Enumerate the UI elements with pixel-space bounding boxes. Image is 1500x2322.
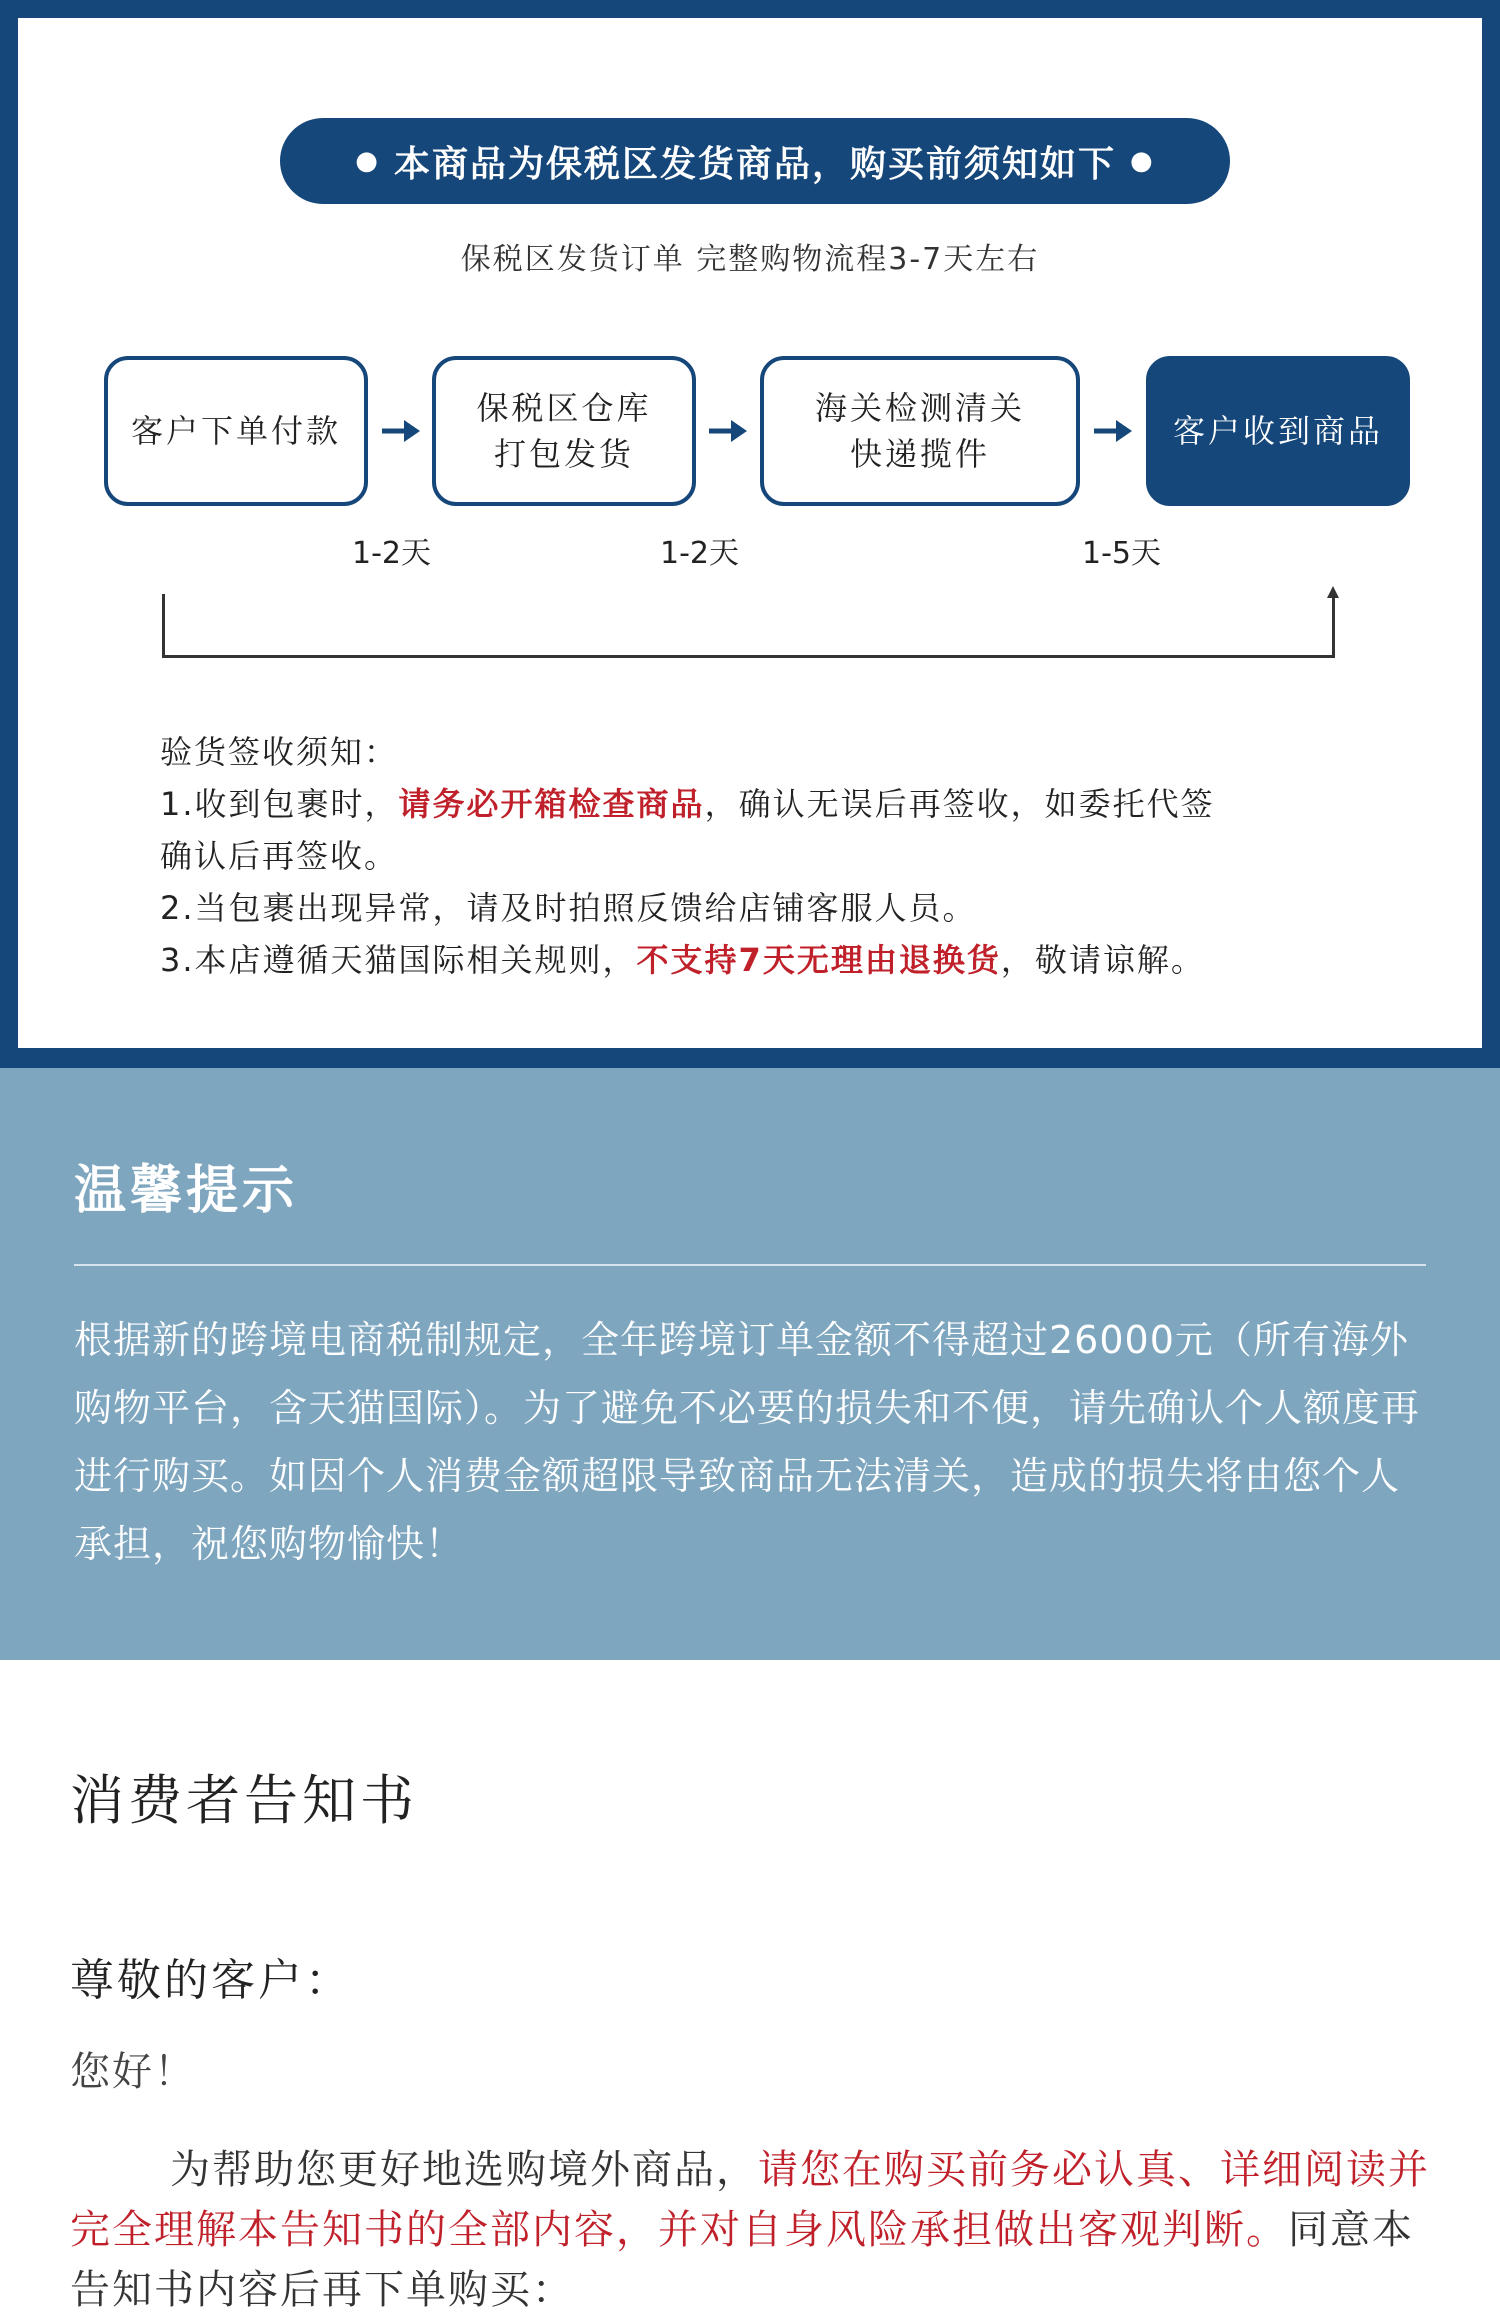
flow-step-label: 打包发货: [493, 435, 634, 473]
arrow-right-icon: [380, 414, 422, 448]
flow-step-label: 快递揽件: [849, 435, 990, 473]
flow-step-warehouse-packing: [432, 356, 696, 506]
warm-tips-section: [0, 1068, 1500, 1660]
inspection-item-2: 2.当包裹出现异常，请及时拍照反馈给店铺客服人员。: [160, 889, 977, 927]
tips-body: 根据新的跨境电商税制规定，全年跨境订单金额不得超过26000元（所有海外购物平台，含天猫国际）。为了避免不必要的损失和不便，请先确认个人额度再进行购买。如因个人消费金额超限导致商品无法清关，造成的损失将由您个人承担，祝您购物愉快！: [74, 1318, 1421, 1566]
banner-title: 本商品为保税区发货商品，购买前须知如下: [393, 143, 1116, 185]
flow-step-label: 保税区仓库: [476, 389, 652, 427]
flow-duration: 1-2天: [660, 536, 739, 571]
arrow-right-icon: [707, 414, 749, 448]
consumer-notice-paragraph: 为帮助您更好地选购境外商品，请您在购买前务必认真、详细阅读并完全理解本告知书的全部内容，并对自身风险承担做出客观判断。同意本告知书内容后再下单购买：: [70, 2147, 1430, 2313]
inspection-notice: [160, 726, 1400, 986]
inspection-item-3: 3.本店遵循天猫国际相关规则，不支持7天无理由退换货，敬请谅解。: [160, 941, 1205, 979]
tips-title: 温馨提示: [74, 1161, 299, 1221]
timeline-bracket: [162, 594, 1335, 658]
highlight-text: 请您在购买前务必认真、详细阅读并完全理解本告知书的全部内容，并对自身风险承担做出客观判断。: [70, 2147, 1430, 2253]
flow-duration: 1-5天: [1082, 536, 1161, 571]
divider: [74, 1264, 1426, 1266]
flow-step-label: 客户下单付款: [130, 412, 341, 450]
highlight-text: 请务必开箱检查商品: [398, 785, 705, 823]
hello-text: 您好！: [70, 2049, 196, 2095]
flow-step-label: 客户收到商品: [1172, 412, 1383, 450]
timeline-arrow-up-icon: [1327, 586, 1339, 598]
flow-step-goods-received: [1146, 356, 1410, 506]
flow-subtitle: 保税区发货订单 完整购物流程3-7天左右: [460, 242, 1040, 277]
flow-step-label: 海关检测清关: [814, 389, 1025, 427]
highlight-text: 不支持7天无理由退换货: [636, 941, 1001, 979]
consumer-notice-title: 消费者告知书: [70, 1769, 418, 1832]
flow-step-order-payment: [104, 356, 368, 506]
bonded-notice-banner: [280, 118, 1230, 204]
bullet-dot-icon: ●: [355, 146, 380, 176]
flow-step-customs-clearance: [760, 356, 1080, 506]
arrow-right-icon: [1092, 414, 1134, 448]
inspection-title: 验货签收须知：: [160, 733, 399, 771]
greeting: 尊敬的客户：: [70, 1955, 352, 2006]
inspection-item-1: 1.收到包裹时，请务必开箱检查商品，确认无误后再签收，如委托代签: [160, 785, 1215, 823]
bullet-dot-icon: ●: [1130, 146, 1155, 176]
flow-duration: 1-2天: [352, 536, 431, 571]
inspection-item-1-cont: 确认后再签收。: [160, 837, 399, 875]
